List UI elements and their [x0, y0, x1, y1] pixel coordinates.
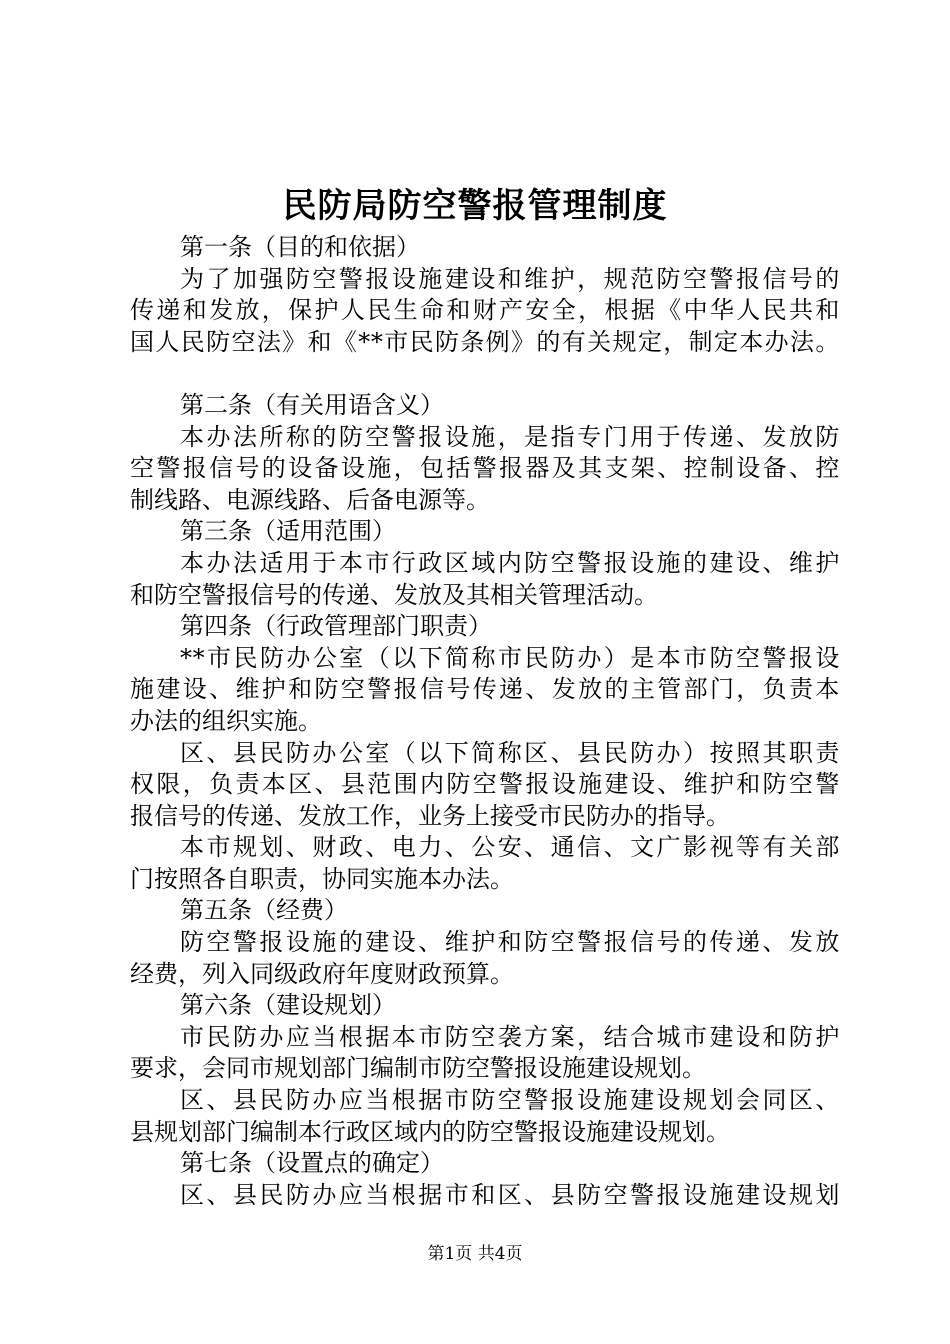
- paragraph-line: 本办法所称的防空警报设施，是指专门用于传递、发放防: [180, 422, 840, 451]
- page-footer: 第1页 共4页: [427, 1244, 523, 1264]
- paragraph-line: 传递和发放，保护人民生命和财产安全，根据《中华人民共和: [130, 296, 840, 325]
- paragraph-line: 报信号的传递、发放工作，业务上接受市民防办的指导。: [130, 801, 730, 830]
- article-heading: 第七条（设置点的确定）: [180, 1149, 444, 1178]
- paragraph-line: 为了加强防空警报设施建设和维护，规范防空警报信号的: [180, 264, 840, 293]
- article-heading: 第三条（适用范围）: [180, 517, 396, 546]
- paragraph-line: 空警报信号的设备设施，包括警报器及其支架、控制设备、控: [130, 454, 840, 483]
- paragraph-line: 办法的组织实施。: [130, 706, 322, 735]
- paragraph-line: 区、县民防办应当根据市和区、县防空警报设施建设规划: [180, 1180, 840, 1209]
- paragraph-line: 区、县民防办公室（以下简称区、县民防办）按照其职责: [180, 738, 840, 767]
- paragraph-line: 国人民防空法》和《**市民防条例》的有关规定，制定本办法。: [130, 327, 840, 356]
- paragraph-line: 防空警报设施的建设、维护和防空警报信号的传递、发放: [180, 928, 840, 957]
- document-body: [130, 232, 840, 1211]
- article-heading: 第一条（目的和依据）: [180, 233, 420, 261]
- paragraph-line: 区、县民防办应当根据市防空警报设施建设规划会同区、: [180, 1086, 840, 1115]
- blank-line: [130, 358, 840, 390]
- paragraph-line: 制线路、电源线路、后备电源等。: [130, 485, 490, 514]
- article-heading: 第五条（经费）: [180, 896, 348, 925]
- paragraph-line: 县规划部门编制本行政区域内的防空警报设施建设规划。: [130, 1117, 730, 1146]
- paragraph-line: 和防空警报信号的传递、发放及其相关管理活动。: [130, 580, 658, 609]
- article-heading: 第二条（有关用语含义）: [180, 390, 444, 419]
- paragraph-line: 要求，会同市规划部门编制市防空警报设施建设规划。: [130, 1054, 706, 1083]
- paragraph-line: **市民防办公室（以下简称市民防办）是本市防空警报设: [180, 643, 840, 672]
- paragraph-line: 权限，负责本区、县范围内防空警报设施建设、维护和防空警: [130, 770, 840, 799]
- paragraph-line: 本办法适用于本市行政区域内防空警报设施的建设、维护: [180, 548, 840, 577]
- paragraph-line: 市民防办应当根据本市防空袭方案，结合城市建设和防护: [180, 1022, 840, 1051]
- paragraph-line: 本市规划、财政、电力、公安、通信、文广影视等有关部: [180, 833, 840, 862]
- article-heading: 第四条（行政管理部门职责）: [180, 612, 492, 641]
- paragraph-line: 门按照各自职责，协同实施本办法。: [130, 864, 514, 893]
- document-title: 民防局防空警报管理制度: [282, 186, 668, 226]
- paragraph-line: 经费，列入同级政府年度财政预算。: [130, 959, 514, 988]
- paragraph-line: 施建设、维护和防空警报信号传递、发放的主管部门，负责本: [130, 675, 840, 704]
- article-heading: 第六条（建设规划）: [180, 991, 396, 1020]
